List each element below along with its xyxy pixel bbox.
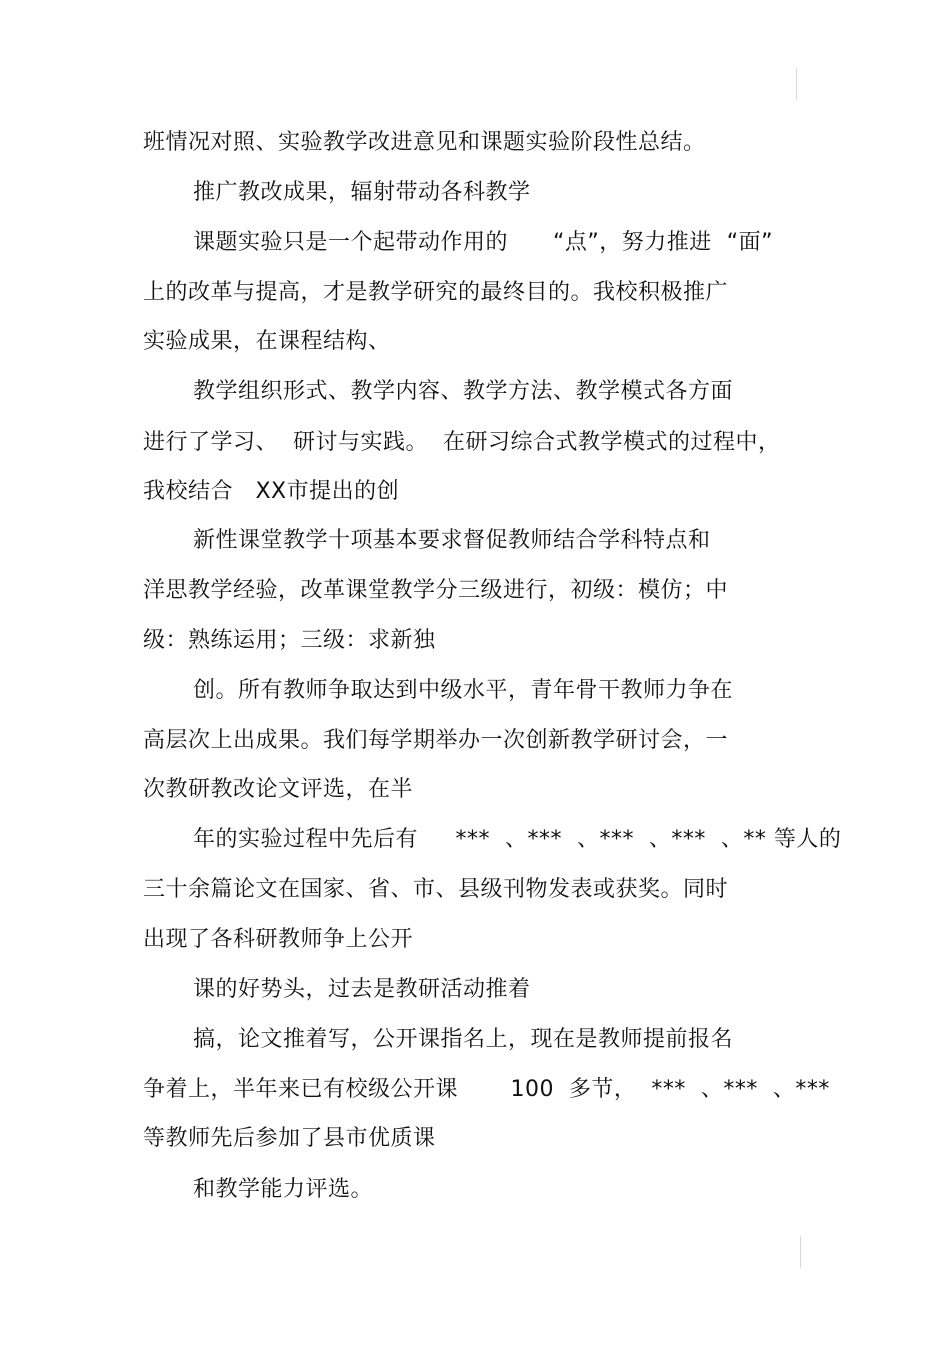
text-line-14: 次教研教改论文评选，在半	[143, 777, 414, 802]
text-line-18: 课的好势头，过去是教研活动推着	[193, 977, 531, 1002]
text-line-22: 和教学能力评选。	[193, 1177, 374, 1202]
text-line-6: 教学组织形式、教学内容、教学方法、教学模式各方面	[193, 379, 734, 404]
text-line-2: 推广教改成果，辐射带动各科教学	[193, 180, 531, 205]
text-line-8: 我校结合 XX市提出的创	[143, 479, 400, 504]
text-line-5: 实验成果，在课程结构、	[143, 329, 391, 354]
text-line-13: 高层次上出成果。我们每学期举办一次创新教学研讨会，一	[143, 728, 729, 753]
top-margin-mark	[796, 68, 797, 100]
text-line-9: 新性课堂教学十项基本要求督促教师结合学科特点和	[193, 528, 711, 553]
text-line-1: 班情况对照、实验教学改进意见和课题实验阶段性总结。	[143, 130, 706, 155]
text-line-17: 出现了各科研教师争上公开	[143, 927, 414, 952]
text-line-20: 争着上，半年来已有校级公开课 100 多节， *** 、*** 、***	[143, 1077, 830, 1102]
text-line-19: 搞，论文推着写，公开课指名上，现在是教师提前报名	[193, 1027, 734, 1052]
text-line-15: 年的实验过程中先后有 *** 、*** 、*** 、*** 、** 等人的	[193, 827, 842, 852]
text-line-11: 级：熟练运用；三级：求新独	[143, 628, 436, 653]
text-line-3: 课题实验只是一个起带动作用的 “点”，努力推进 “面”	[193, 230, 774, 255]
text-line-16: 三十余篇论文在国家、省、市、县级刊物发表或获奖。同时	[143, 877, 729, 902]
text-line-10: 洋思教学经验，改革课堂教学分三级进行，初级：模仿；中	[143, 578, 729, 603]
text-line-7: 进行了学习、 研讨与实践。 在研习综合式教学模式的过程中，	[143, 430, 781, 455]
text-line-21: 等教师先后参加了县市优质课	[143, 1126, 436, 1151]
text-line-4: 上的改革与提高，才是教学研究的最终目的。我校积极推广	[143, 280, 729, 305]
bottom-margin-mark	[800, 1236, 801, 1268]
text-line-12: 创。所有教师争取达到中级水平，青年骨干教师力争在	[193, 678, 734, 703]
